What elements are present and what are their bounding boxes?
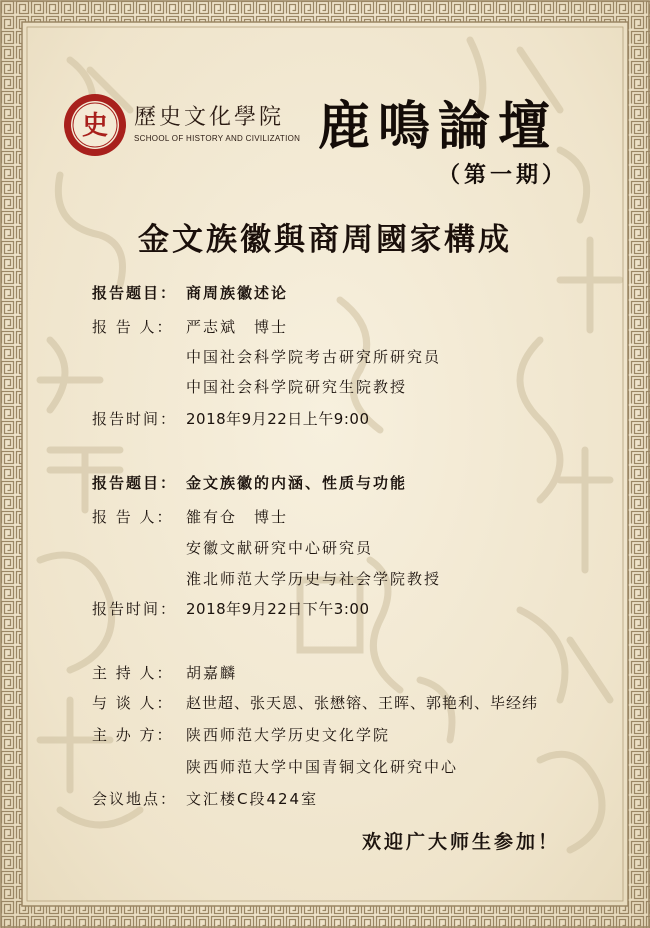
- talk2-topic-label: 报告题目：: [92, 474, 178, 492]
- venue-label: 会议地点：: [92, 790, 178, 808]
- talk1-affiliation-2-text: 中国社会科学院研究生院教授: [186, 378, 408, 396]
- school-name-chinese: 歷史文化學院: [134, 105, 285, 130]
- talk2-time: 2018年9月22日下午3:00: [186, 600, 370, 618]
- logo-character: 史: [81, 111, 109, 141]
- talk1-affiliation-1-text: 中国社会科学院考古研究所研究员: [186, 348, 442, 366]
- talk1-speaker: 严志斌 博士: [186, 318, 289, 336]
- organizer-2: 陕西师范大学中国青铜文化研究中心: [186, 758, 459, 776]
- talk2-speaker: 雒有仓 博士: [186, 508, 289, 526]
- talk2-topic: 金文族徽的内涵、性质与功能: [186, 474, 408, 492]
- panel-label: 与 谈 人：: [92, 694, 174, 712]
- talk1-topic-label: 报告题目：: [92, 284, 178, 302]
- school-name-english: SCHOOL OF HISTORY AND CIVILIZATION: [134, 134, 301, 143]
- talk2-time-label: 报告时间：: [92, 600, 178, 618]
- talk2-affiliation-2-text: 淮北师范大学历史与社会学院教授: [186, 570, 442, 588]
- school-logo-seal: [62, 92, 128, 158]
- talk1-time: 2018年9月22日上午9:00: [186, 410, 370, 428]
- panelists: 赵世超、张天恩、张懋镕、王晖、郭艳利、毕经纬: [186, 694, 539, 712]
- host-label: 主 持 人：: [92, 664, 174, 682]
- organizer-1: 陕西师范大学历史文化学院: [186, 726, 391, 744]
- talk1-topic: 商周族徽述论: [186, 284, 289, 302]
- venue: 文汇楼C段424室: [186, 790, 319, 808]
- talk1-time-label: 报告时间：: [92, 410, 178, 428]
- host: 胡嘉麟: [186, 664, 238, 682]
- welcome-message: 欢迎广大师生参加！: [362, 831, 561, 853]
- talk1-speaker-label: 报 告 人：: [92, 318, 174, 336]
- issue-number: （第一期）: [438, 162, 569, 188]
- forum-theme: 金文族徽與商周國家構成: [138, 222, 512, 258]
- talk2-speaker-label: 报 告 人：: [92, 508, 174, 526]
- organizer-label: 主 办 方：: [92, 726, 174, 744]
- forum-title: 鹿鳴論壇: [318, 96, 559, 157]
- talk2-affiliation-1-text: 安徽文献研究中心研究员: [186, 539, 374, 557]
